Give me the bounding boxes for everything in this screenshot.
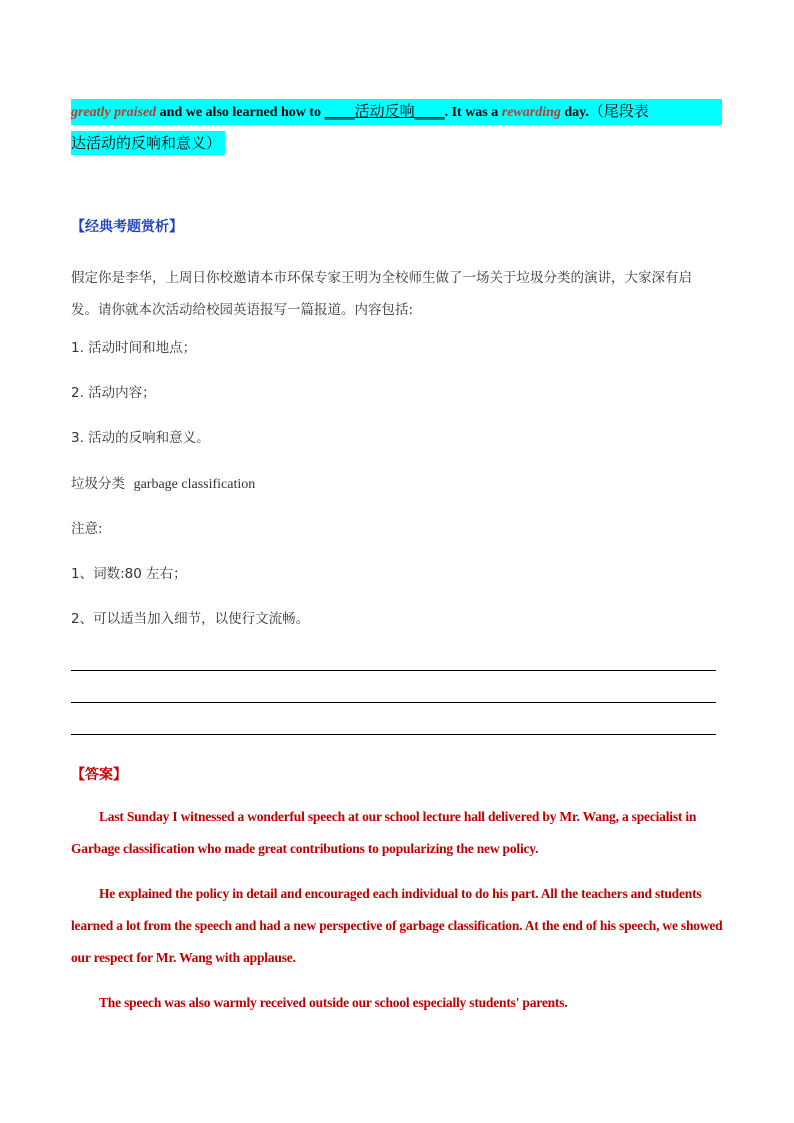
list-item: 1. 活动时间和地点； [71,340,197,356]
intro-note-part1: （尾段表 [588,102,649,120]
answer-text-2: He explained the policy in detail and encouraged each individual to do his part. All the teachers and students learned a lot from the speech and had a new perspective of garbage classification. At the end of his speech, we showed our respect for Mr. Wang with applause. [71,886,723,965]
vocab-line [71,475,255,494]
blank-fill: ____活动反响____ [324,102,445,120]
prompt-line-2: 发。请你就本次活动给校园英语报写一篇报道。内容包括: [71,302,414,318]
writing-line [71,670,716,671]
answer-paragraph-3 [71,987,723,1019]
writing-line [71,702,716,703]
intro-text-1: and we also learned how to [156,105,325,120]
phrase-rewarding: rewarding [501,105,561,120]
prompt-line-1: 假定你是李华，上周日你校邀请本市环保专家王明为全校师生做了一场关于垃圾分类的演讲，大家深有启 [71,270,692,286]
answer-paragraph-2 [71,878,723,974]
section-title-classic: 【经典考题赏析】 [71,219,183,235]
intro-note-part2: 达活动的反响和意义） [71,134,222,152]
prompt-paragraph [71,262,723,326]
vocab-cn: 垃圾分类 [71,476,125,492]
answer-text-3: The speech was also warmly received outside our school especially students' parents. [99,995,568,1010]
note-label: 注意: [71,521,103,537]
list-item: 2. 活动内容； [71,385,156,401]
intro-highlight-line-2 [71,131,225,155]
note-item-2: 2、可以适当加入细节，以使行文流畅。 [71,611,310,627]
answer-text-1: Last Sunday I witnessed a wonderful speech at our school lecture hall delivered by Mr. Wang, a specialist in Garbage classification who made great contributions to popularizing the new policy. [71,809,697,856]
intro-highlight-line-1 [71,99,722,125]
answer-paragraph-1 [71,801,723,865]
list-item: 3. 活动的反响和意义。 [71,430,210,446]
intro-text-3: day. [560,105,589,120]
phrase-greatly-praised: greatly praised [71,105,157,120]
intro-text-2: . It was a [444,105,502,120]
writing-line [71,734,716,735]
section-title-answer: 【答案】 [71,767,127,783]
note-item-1: 1、词数:80 左右； [71,566,187,582]
vocab-en: garbage classification [133,477,256,492]
